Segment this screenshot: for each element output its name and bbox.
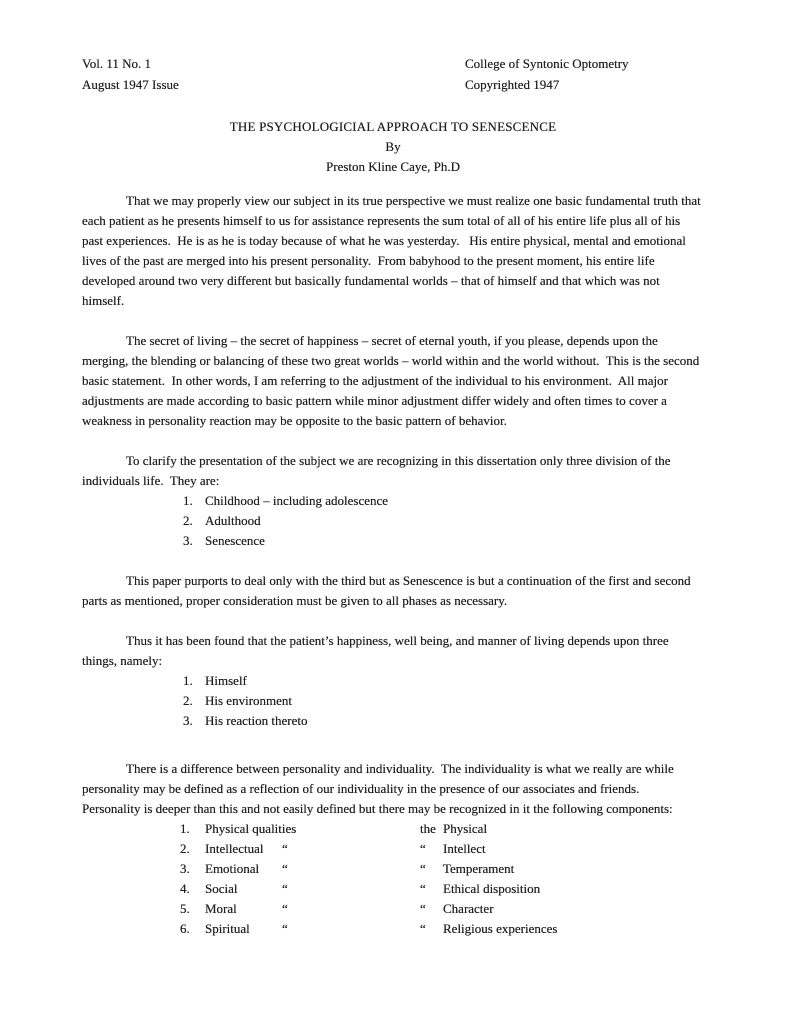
paragraph-3: To clarify the presentation of the subject we are recognizing in this dissertation only three division of the individuals life. They are: bbox=[82, 453, 674, 488]
item-text: Himself bbox=[205, 673, 247, 688]
component-right-label: Ethical disposition bbox=[443, 881, 541, 896]
factors-list bbox=[82, 671, 704, 731]
item-number: 1. bbox=[183, 673, 193, 688]
component-row bbox=[82, 859, 704, 879]
list-item bbox=[183, 511, 704, 531]
list-item bbox=[183, 711, 704, 731]
ditto-mark: “ bbox=[420, 921, 426, 936]
ditto-mark bbox=[282, 819, 420, 839]
document-title: THE PSYCHOLOGICIAL APPROACH TO SENESCENCE bbox=[229, 119, 557, 134]
item-text: Adulthood bbox=[205, 513, 261, 528]
document-content bbox=[82, 0, 704, 939]
ditto-mark: “ bbox=[420, 881, 426, 896]
component-left-label: Social bbox=[205, 881, 238, 896]
components-list bbox=[82, 819, 704, 939]
component-left-label: Intellectual bbox=[205, 841, 264, 856]
item-number: 3. bbox=[180, 861, 190, 876]
header-institution: College of Syntonic Optometry bbox=[465, 56, 629, 71]
right-prefix: the bbox=[420, 821, 436, 836]
title-block bbox=[82, 117, 704, 177]
component-right-label: Physical bbox=[443, 821, 488, 836]
item-number: 1. bbox=[180, 821, 190, 836]
component-right-label: Religious experiences bbox=[443, 921, 558, 936]
paragraph-4: This paper purports to deal only with the third but as Senescence is but a continuation of the first and second parts as mentioned, proper consideration must be given to all phases as necessary. bbox=[82, 573, 694, 608]
component-left-label: Emotional bbox=[205, 861, 260, 876]
divisions-list bbox=[82, 491, 704, 551]
component-row bbox=[82, 879, 704, 899]
item-number: 3. bbox=[183, 533, 193, 548]
item-number: 2. bbox=[183, 513, 193, 528]
header-right-block bbox=[465, 53, 629, 95]
list-item bbox=[183, 491, 704, 511]
component-row bbox=[82, 839, 704, 859]
item-number: 2. bbox=[180, 841, 190, 856]
item-text: Senescence bbox=[205, 533, 265, 548]
ditto-mark: “ bbox=[282, 881, 288, 896]
component-left-label: Moral bbox=[205, 901, 237, 916]
list-item bbox=[183, 691, 704, 711]
item-text: His environment bbox=[205, 693, 293, 708]
item-text: Childhood – including adolescence bbox=[205, 493, 389, 508]
item-text: His reaction thereto bbox=[205, 713, 308, 728]
component-row bbox=[82, 919, 704, 939]
ditto-mark: “ bbox=[282, 861, 288, 876]
ditto-mark: “ bbox=[420, 901, 426, 916]
paragraph-5: Thus it has been found that the patient’s happiness, well being, and manner of living depends upon three things, namely: bbox=[82, 633, 672, 668]
item-number: 5. bbox=[180, 901, 190, 916]
header-copyright: Copyrighted 1947 bbox=[465, 77, 560, 92]
item-number: 2. bbox=[183, 693, 193, 708]
ditto-mark: “ bbox=[420, 861, 426, 876]
item-number: 4. bbox=[180, 881, 190, 896]
list-item bbox=[183, 531, 704, 551]
component-row bbox=[82, 819, 704, 839]
ditto-mark: “ bbox=[282, 901, 288, 916]
paragraph-2: The secret of living – the secret of happiness – secret of eternal youth, if you please, depends upon the merging, the blending or balancing of these two great worlds – world within and the world without. This is the second basic statement. In other words, I am referring to the adjustment of the individual to his environment. All major adjustments are made according to basic pattern while minor adjustment differ widely and often times to cover a weakness in personality reaction may be opposite to the basic pattern of behavior. bbox=[82, 333, 703, 428]
component-right-label: Temperament bbox=[443, 861, 515, 876]
item-number: 6. bbox=[180, 921, 190, 936]
component-left-label: Spiritual bbox=[205, 921, 250, 936]
component-right-label: Character bbox=[443, 901, 494, 916]
header-volume: Vol. 11 No. 1 bbox=[82, 56, 151, 71]
paragraph-6: There is a difference between personality and individuality. The individuality is what we really are while personality may be defined as a reflection of our individuality in the presence of our associates and friends. Personality is deeper than this and not easily defined but there may be recognized in it the following components: bbox=[82, 761, 677, 816]
component-row bbox=[82, 899, 704, 919]
header-issue-date: August 1947 Issue bbox=[82, 77, 179, 92]
ditto-mark: “ bbox=[420, 841, 426, 856]
ditto-mark: “ bbox=[282, 921, 288, 936]
paragraph-1: That we may properly view our subject in its true perspective we must realize one basic fundamental truth that each patient as he presents himself to us for assistance represents the sum total of all of his entire life plus all of his past experiences. He is as he is today because of what he was yesterday. His entire physical, mental and emotional lives of the past are merged into his present personality. From babyhood to the present moment, his entire life developed around two very different but basically fundamental worlds – that of himself and that which was not himself. bbox=[82, 193, 704, 308]
item-number: 1. bbox=[183, 493, 193, 508]
author-name: Preston Kline Caye, Ph.D bbox=[326, 159, 460, 174]
document-header bbox=[82, 0, 704, 95]
ditto-mark: “ bbox=[282, 841, 288, 856]
component-left-label: Physical qualities bbox=[205, 821, 297, 836]
item-number: 3. bbox=[183, 713, 193, 728]
byline: By bbox=[385, 139, 401, 154]
component-right-label: Intellect bbox=[443, 841, 486, 856]
list-item bbox=[183, 671, 704, 691]
